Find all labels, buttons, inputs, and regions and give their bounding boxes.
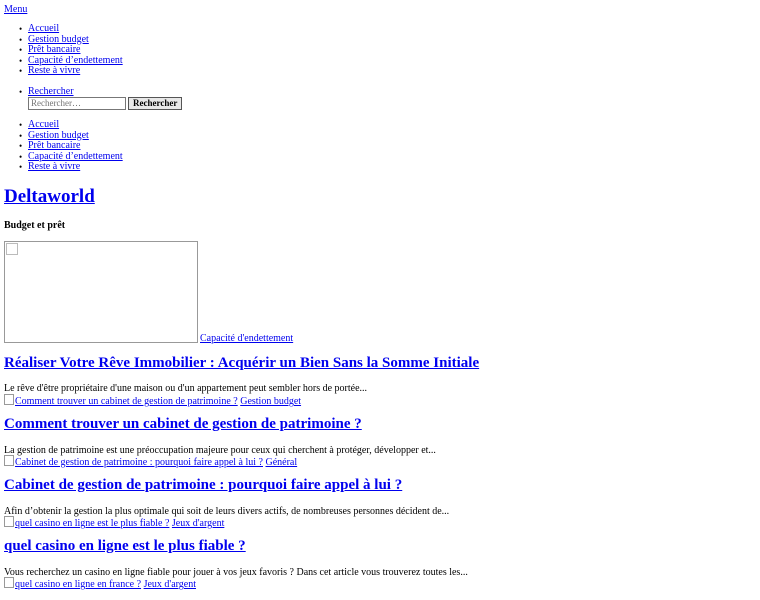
menu-toggle-link[interactable]: Menu (4, 4, 28, 15)
nav-link-accueil[interactable]: Accueil (28, 119, 60, 130)
post-excerpt: Le rêve d'être propriétaire d'une maison ou d'un appartement peut sembler hors de portée... (4, 383, 368, 394)
nav-link-capacite[interactable]: Capacité d’endettement (28, 150, 123, 162)
nav-link-reste-a-vivre[interactable]: Reste à vivre (28, 65, 81, 76)
broken-image-icon (4, 394, 14, 405)
post-thumb-row (4, 516, 224, 529)
post-title (4, 477, 402, 494)
post-thumb-link[interactable] (4, 518, 169, 529)
site-title (4, 186, 95, 208)
post-category-link[interactable]: Jeux d'argent (143, 579, 196, 590)
broken-image-icon (4, 577, 14, 588)
post-thumb-row (4, 455, 297, 468)
post-thumb-link[interactable] (4, 396, 238, 407)
site-title-link[interactable]: Deltaworld (4, 186, 95, 207)
nav-link-reste-a-vivre[interactable]: Reste à vivre (28, 161, 81, 172)
post-thumb-link[interactable] (4, 457, 263, 468)
search-item (4, 86, 304, 108)
search-button[interactable]: Rechercher (128, 97, 182, 110)
post-thumb-alt: quel casino en ligne est le plus fiable ? (15, 518, 170, 529)
post-title (4, 355, 479, 372)
post-excerpt: Afin d’obtenir la gestion la plus optimale qui soit de leurs divers actifs, de nombreuses personnes décident de... (4, 506, 450, 517)
search-input[interactable] (28, 97, 126, 110)
broken-image-icon (6, 243, 18, 255)
nav-link-capacite[interactable]: Capacité d’endettement (28, 54, 123, 66)
primary-nav (4, 24, 304, 77)
nav-link-gestion-budget[interactable]: Gestion budget (28, 33, 89, 45)
nav-link-accueil[interactable]: Accueil (28, 23, 60, 34)
hero-image-link[interactable] (4, 241, 198, 343)
broken-image-icon (4, 516, 14, 527)
post-category-link[interactable]: Gestion budget (240, 396, 302, 407)
nav-item (4, 162, 304, 173)
nav-link-pret-bancaire[interactable]: Prêt bancaire (28, 140, 81, 151)
post-excerpt: Vous recherchez un casino en ligne fiable pour jouer à vos jeux favoris ? Dans cet article vous trouverez toutes les... (4, 567, 468, 578)
post-thumb-row (4, 394, 301, 407)
post-category-link[interactable]: Général (265, 457, 298, 468)
site-tagline: Budget et prêt (4, 220, 66, 231)
hero-category-link[interactable]: Capacité d'endettement (200, 333, 294, 344)
nav-link-pret-bancaire[interactable]: Prêt bancaire (28, 44, 81, 55)
post-category-link[interactable]: Jeux d'argent (171, 518, 225, 529)
post-title-link[interactable]: Réaliser Votre Rêve Immobilier : Acquérir un Bien Sans la Somme Initiale (4, 355, 480, 371)
broken-image-icon (4, 455, 14, 466)
post-title (4, 416, 362, 433)
post-thumb-row (4, 577, 196, 590)
nav-link-gestion-budget[interactable]: Gestion budget (28, 129, 89, 141)
post-title-link[interactable]: Cabinet de gestion de patrimoine : pourquoi faire appel à lui ? (4, 477, 403, 493)
search-block (4, 86, 304, 108)
post-excerpt: La gestion de patrimoine est une préoccupation majeure pour ceux qui cherchent à protéger, développer et... (4, 445, 436, 456)
post-title-link[interactable]: quel casino en ligne est le plus fiable ? (4, 538, 246, 554)
post-title-link[interactable]: Comment trouver un cabinet de gestion de patrimoine ? (4, 416, 362, 432)
secondary-nav (4, 120, 304, 173)
post-thumb-link[interactable] (4, 579, 141, 590)
nav-item (4, 66, 304, 77)
search-link[interactable]: Rechercher (28, 86, 74, 97)
post-thumb-alt: Comment trouver un cabinet de gestion de patrimoine ? (15, 396, 238, 407)
post-thumb-alt: Cabinet de gestion de patrimoine : pourquoi faire appel à lui ? (15, 457, 263, 468)
post-thumb-alt: quel casino en ligne en france ? (15, 579, 142, 590)
post-title (4, 538, 246, 555)
